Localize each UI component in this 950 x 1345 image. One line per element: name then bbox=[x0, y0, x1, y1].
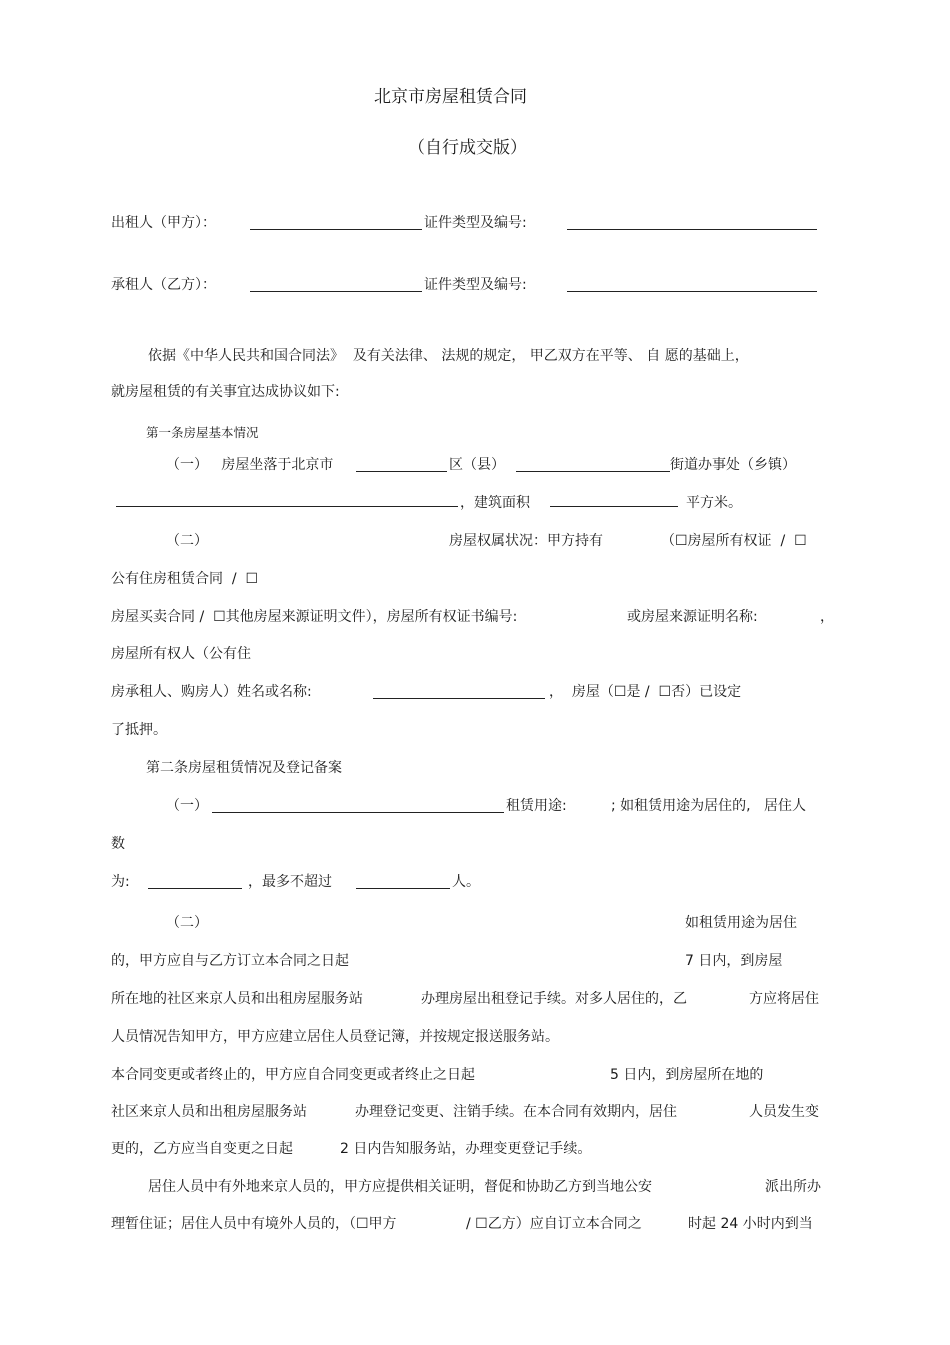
resident-count-blank[interactable] bbox=[148, 874, 242, 889]
art2-2-text-e: 办理房屋出租登记手续。对多人居住的，乙 bbox=[421, 991, 687, 1007]
owner-name-blank[interactable] bbox=[373, 684, 545, 699]
art1-area-unit: 平方米。 bbox=[686, 495, 742, 511]
art2-2-text-g: 人员情况告知甲方，甲方应建立居住人员登记簿，并按规定报送服务站。 bbox=[111, 1029, 559, 1045]
art2-2-text-h: 本合同变更或者终止的，甲方应自合同变更或者终止之日起 bbox=[111, 1067, 475, 1083]
street-blank[interactable] bbox=[516, 457, 670, 472]
lessee-id-blank[interactable] bbox=[567, 277, 817, 292]
lessee-name-blank[interactable] bbox=[250, 277, 422, 292]
art2-3-text-a: 居住人员中有外地来京人员的，甲方应提供相关证明，督促和协助乙方到当地公安 bbox=[148, 1179, 652, 1195]
lessor-id-label: 证件类型及编号: bbox=[424, 215, 527, 231]
art2-2-text-j: 社区来京人员和出租房屋服务站 bbox=[111, 1104, 307, 1120]
art2-2-text-a: 如租赁用途为居住 bbox=[685, 915, 797, 931]
art1-district-label: 区（县） bbox=[449, 457, 505, 473]
article-1-title: 第一条房屋基本情况 bbox=[146, 425, 259, 440]
art2-2-text-i: 5 日内，到房屋所在地的 bbox=[610, 1067, 764, 1083]
art2-1-index: （一） bbox=[166, 798, 208, 814]
lessor-label: 出租人（甲方）： bbox=[111, 215, 216, 231]
art2-3-text-b: 派出所办 bbox=[765, 1179, 821, 1195]
art1-location-label: （一） 房屋坐落于北京市 bbox=[166, 457, 334, 473]
lessor-id-blank[interactable] bbox=[567, 215, 817, 230]
area-blank[interactable] bbox=[550, 492, 678, 507]
art2-person-unit: 人。 bbox=[452, 874, 480, 890]
art1-street-label: 街道办事处（乡镇） bbox=[670, 457, 796, 473]
art2-2-text-l: 人员发生变 bbox=[749, 1104, 819, 1120]
art2-2-text-d: 所在地的社区来京人员和出租房屋服务站 bbox=[111, 991, 363, 1007]
art1-source-label: 或房屋来源证明名称: bbox=[627, 609, 758, 625]
art2-count-label: 为: bbox=[111, 874, 130, 890]
art1-owner-label: 房屋所有权人（公有住 bbox=[111, 646, 251, 662]
art1-area-label: ，建筑面积 bbox=[460, 495, 530, 511]
lessee-id-label: 证件类型及编号: bbox=[424, 277, 527, 293]
document-subtitle: （自行成交版） bbox=[408, 138, 527, 158]
art2-residents-cont: 数 bbox=[111, 836, 125, 852]
art2-2-index: （二） bbox=[166, 915, 208, 931]
art2-usage-label: 租赁用途: bbox=[506, 798, 567, 814]
max-resident-blank[interactable] bbox=[356, 874, 450, 889]
intro-line-2: 就房屋租赁的有关事宜达成协议如下: bbox=[111, 384, 340, 400]
art2-3-text-c[interactable]: 理暂住证；居住人员中有境外人员的，（☐甲方 bbox=[111, 1216, 397, 1232]
art2-2-text-b: 的，甲方应自与乙方订立本合同之日起 bbox=[111, 953, 349, 969]
art2-residents-label: ; 如租赁用途为居住的, 居住人 bbox=[611, 798, 806, 814]
art2-3-text-d[interactable]: / ☐乙方）应自订立本合同之 bbox=[466, 1216, 642, 1232]
article-2-title: 第二条房屋租赁情况及登记备案 bbox=[146, 760, 342, 776]
art2-2-text-f: 方应将居住 bbox=[749, 991, 819, 1007]
art1-comma: ， bbox=[820, 609, 834, 625]
document-title: 北京市房屋租赁合同 bbox=[374, 87, 527, 107]
art2-2-text-n: 2 日内告知服务站，办理变更登记手续。 bbox=[340, 1141, 592, 1157]
art1-ownership-options[interactable]: （☐房屋所有权证 / ☐ bbox=[661, 533, 807, 549]
district-blank[interactable] bbox=[356, 457, 447, 472]
art1-certificate-label[interactable]: 房屋买卖合同 / ☐其他房屋来源证明文件），房屋所有权证书编号: bbox=[111, 609, 518, 625]
art1-2-index: （二） bbox=[166, 533, 208, 549]
art2-3-text-e: 时起 24 小时内到当 bbox=[688, 1216, 813, 1232]
art1-ownership-options-2[interactable]: 公有住房租赁合同 / ☐ bbox=[111, 571, 259, 587]
art1-owner-name-label: 房承租人、购房人）姓名或名称: bbox=[111, 684, 312, 700]
lessor-name-blank[interactable] bbox=[250, 215, 422, 230]
usage-blank[interactable] bbox=[212, 798, 504, 813]
art1-ownership-label: 房屋权属状况：甲方持有 bbox=[449, 533, 603, 549]
art2-2-text-k: 办理登记变更、注销手续。在本合同有效期内，居住 bbox=[355, 1104, 677, 1120]
art2-2-text-c: 7 日内，到房屋 bbox=[685, 953, 783, 969]
address-blank[interactable] bbox=[116, 492, 458, 507]
lessee-label: 承租人（乙方）： bbox=[111, 277, 216, 293]
art1-mortgage-options[interactable]: ， 房屋（☐是 / ☐否）已设定 bbox=[549, 684, 742, 700]
art2-2-text-m: 更的，乙方应当自变更之日起 bbox=[111, 1141, 293, 1157]
art1-mortgage-end: 了抵押。 bbox=[111, 722, 167, 738]
art2-max-label: ，最多不超过 bbox=[248, 874, 332, 890]
intro-line-1: 依据《中华人民共和国合同法》 及有关法律、 法规的规定， 甲乙双方在平等、 自 愿的基础上， bbox=[148, 348, 749, 364]
